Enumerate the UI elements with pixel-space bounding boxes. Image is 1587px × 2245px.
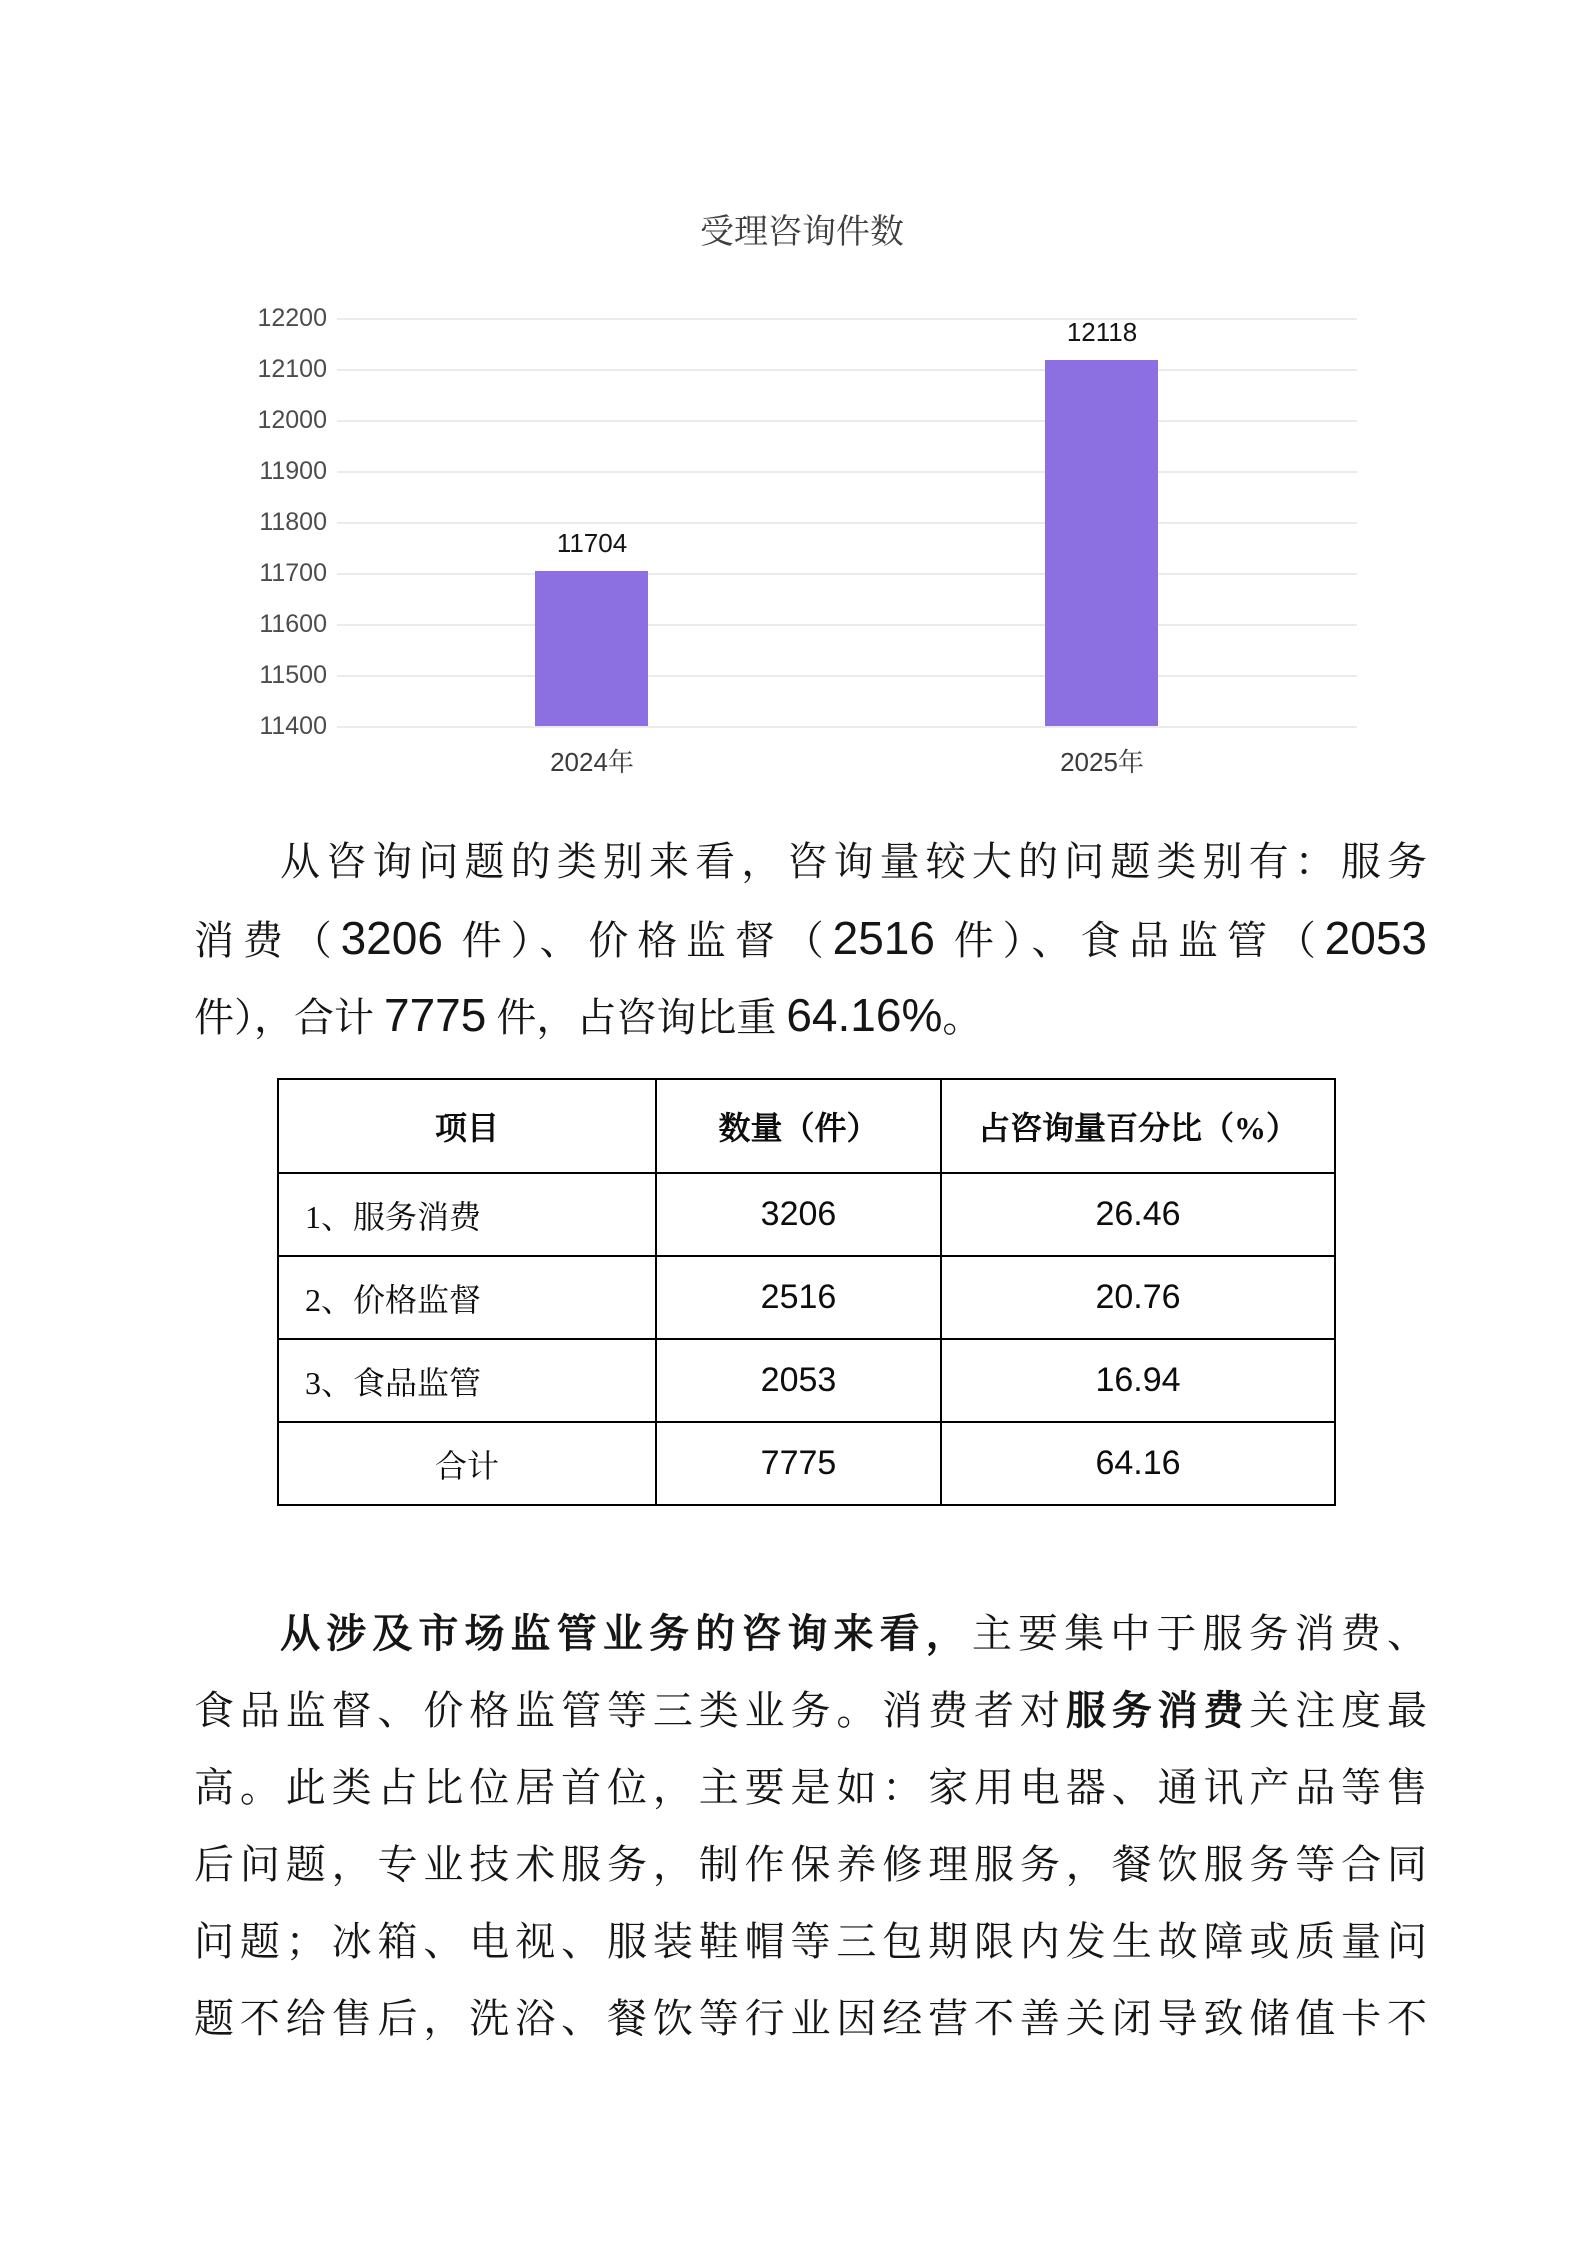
quantity-cell: 3206: [656, 1173, 941, 1256]
item-cell: 合计: [278, 1422, 656, 1505]
text-segment: 服务消费: [1065, 1688, 1250, 1733]
gridline: [337, 420, 1357, 422]
y-tick-label: 11700: [259, 559, 327, 587]
x-axis-label: 2025年: [1060, 747, 1144, 777]
text-segment: 2516: [832, 912, 935, 964]
paragraph-line: [194, 900, 1427, 977]
text-segment: 题不给售后，洗浴、餐饮等行业因经营不善关闭导致储值卡不: [194, 1996, 1427, 2041]
y-tick-label: 11900: [259, 457, 327, 485]
table-header-row: [278, 1079, 1335, 1173]
paragraph-consult-categories: [194, 823, 1427, 1054]
text-segment: 。: [942, 995, 983, 1040]
quantity-cell: 7775: [656, 1422, 941, 1505]
table-header: [278, 1079, 1335, 1173]
text-segment: 件）、食品监管（: [934, 918, 1325, 963]
gridline: [337, 726, 1357, 728]
y-tick-label: 12100: [257, 355, 327, 383]
text-segment: 消费（: [194, 918, 341, 963]
text-segment: 问题；冰箱、电视、服装鞋帽等三包期限内发生故障或质量问: [194, 1919, 1427, 1964]
y-tick-label: 11600: [259, 610, 327, 638]
text-segment: 食品监督、价格监管等三类业务。消费者对: [194, 1688, 1066, 1733]
quantity-cell: 2516: [656, 1256, 941, 1339]
text-segment: 3206: [340, 912, 443, 964]
gridline: [337, 675, 1357, 677]
item-cell: 3、食品监管: [278, 1339, 656, 1422]
text-segment: 件）、价格监督（: [442, 918, 833, 963]
chart-title: 受理咨询件数: [700, 213, 904, 251]
gridline: [337, 369, 1357, 371]
table-row: [278, 1339, 1335, 1422]
text-segment: 2053: [1324, 912, 1428, 964]
table-row: [278, 1256, 1335, 1339]
header-quantity: 数量（件）: [656, 1079, 941, 1173]
item-cell: 1、服务消费: [278, 1173, 656, 1256]
text-segment: 从咨询问题的类别来看，咨询量较大的问题类别有：服务: [280, 839, 1427, 884]
header-percentage: 占咨询量百分比（%）: [941, 1079, 1335, 1173]
paragraph-line: [194, 1595, 1427, 1672]
text-segment: 64.16%: [786, 989, 943, 1041]
percentage-cell: 64.16: [941, 1422, 1335, 1505]
y-tick-label: 12200: [257, 304, 327, 332]
text-segment: 高。此类占比位居首位，主要是如：家用电器、通讯产品等售: [194, 1765, 1427, 1810]
chart-plot: [257, 304, 1357, 777]
paragraph-line: [194, 823, 1427, 900]
paragraph-line: [194, 977, 1427, 1054]
table-body: [278, 1173, 1335, 1505]
percentage-cell: 26.46: [941, 1173, 1335, 1256]
y-tick-label: 11800: [259, 508, 327, 536]
gridline: [337, 624, 1357, 626]
y-tick-label: 12000: [257, 406, 327, 434]
table-row: [278, 1422, 1335, 1505]
paragraph-line: [194, 1826, 1427, 1903]
header-item: 项目: [278, 1079, 656, 1173]
quantity-cell: 2053: [656, 1339, 941, 1422]
item-cell: 2、价格监督: [278, 1256, 656, 1339]
percentage-cell: 20.76: [941, 1256, 1335, 1339]
text-segment: 件，占咨询比重: [486, 995, 787, 1040]
gridline: [337, 522, 1357, 524]
text-segment: 关注度最: [1249, 1688, 1428, 1733]
text-segment: 从涉及市场监管业务的咨询来看，: [280, 1611, 972, 1656]
bar-value-label: 11704: [556, 528, 628, 558]
bar-value-label: 12118: [1066, 317, 1138, 347]
y-tick-label: 11500: [259, 661, 327, 689]
gridline: [337, 471, 1357, 473]
paragraph-line: [194, 1749, 1427, 1826]
text-segment: 后问题，专业技术服务，制作保养修理服务，餐饮服务等合同: [194, 1842, 1427, 1887]
chart-bar: [1045, 360, 1158, 726]
bar-chart: [247, 208, 1357, 777]
consult-category-table: [277, 1078, 1336, 1506]
table-row: [278, 1173, 1335, 1256]
text-segment: 件），合计: [194, 995, 384, 1040]
chart-bar: [535, 571, 648, 726]
text-segment: 主要集中于服务消费、: [971, 1611, 1427, 1656]
paragraph-market-supervision: [194, 1595, 1427, 2057]
gridline: [337, 318, 1357, 320]
x-axis-label: 2024年: [550, 747, 634, 777]
paragraph-line: [194, 1672, 1427, 1749]
percentage-cell: 16.94: [941, 1339, 1335, 1422]
paragraph-line: [194, 1980, 1427, 2057]
gridline: [337, 573, 1357, 575]
text-segment: 7775: [384, 989, 487, 1041]
y-tick-label: 11400: [259, 712, 327, 740]
paragraph-line: [194, 1903, 1427, 1980]
